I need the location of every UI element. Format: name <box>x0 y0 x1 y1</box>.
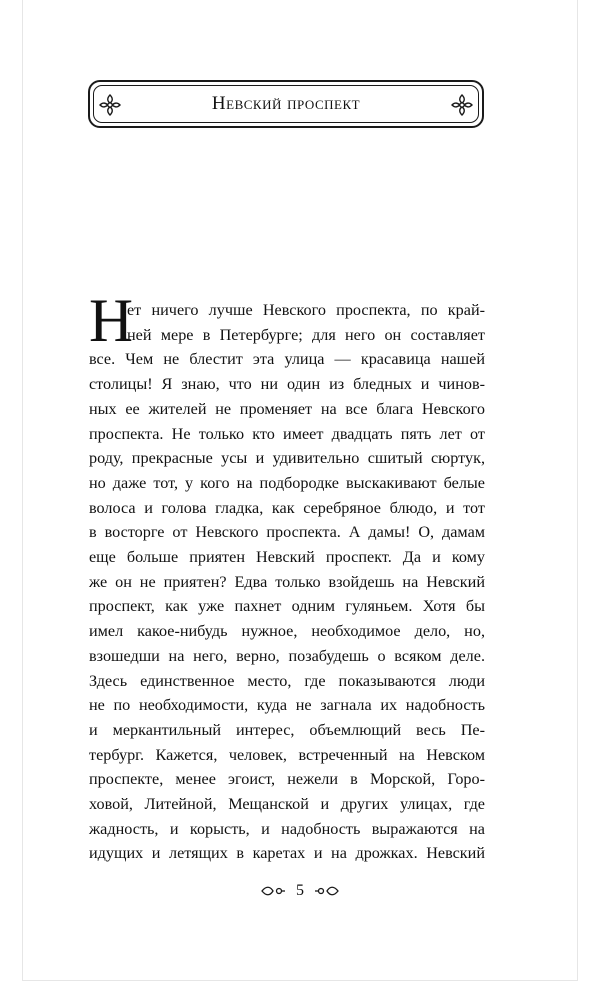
right-ornament-icon <box>450 93 474 117</box>
text-line: ховой, Литейной, Мещанской и других улицах, где <box>89 795 485 814</box>
text-line: еще больше приятен Невский проспект. Да и кому <box>89 548 485 567</box>
text-line: в восторге от Невского проспекта. А дамы! О, дамам <box>89 523 485 542</box>
text-line: ет ничего лучше Невского проспекта, по край- <box>127 301 485 319</box>
text-line: все. Чем не блестит эта улица — красавица нашей <box>89 350 485 369</box>
body-text <box>89 288 485 866</box>
text-line: но даже тот, у кого на подбородке выскакивают белые <box>89 473 485 492</box>
text-line: не по необходимости, куда не загнала их надобность <box>89 696 485 715</box>
text-line: тербург. Кажется, человек, встреченный на Невском <box>89 745 485 764</box>
text-line: ней мере в Петербурге; для него он составляет <box>127 325 485 344</box>
drop-cap: Н <box>89 288 134 355</box>
text-line: волоса и голова гладка, как серебряное блюдо, и тот <box>89 498 485 517</box>
text-line: взошедши на него, верно, позабудешь о всяком деле. <box>89 646 485 665</box>
text-line: столицы! Я знаю, что ни один из бледных и чинов- <box>89 375 485 394</box>
text-line: проспекте, менее эгоист, нежели в Морской, Горо- <box>89 770 485 789</box>
left-footer-ornament-icon <box>260 884 286 898</box>
text-line: роду, прекрасные усы и удивительно сшитый сюртук, <box>89 449 485 468</box>
page-number: 5 <box>296 882 304 899</box>
running-header <box>88 80 484 128</box>
text-line: же он не приятен? Едва только взойдешь на Невский <box>89 572 485 591</box>
text-line: проспект, как уже пахнет одним гуляньем. Хотя бы <box>89 597 485 616</box>
text-line: и меркантильный интерес, объемлющий весь Пе- <box>89 720 485 739</box>
text-line: имел какое-нибудь нужное, необходимое дело, но, <box>89 622 485 641</box>
text-line: проспекта. Не только кто имеет двадцать пять лет от <box>89 424 485 443</box>
right-footer-ornament-icon <box>314 884 340 898</box>
page-footer <box>0 882 600 900</box>
text-line: Здесь единственное место, где показываются люди <box>89 671 485 690</box>
page-title: Невский проспект <box>211 93 361 114</box>
text-line: идущих и летящих в каретах и на дрожках. Невский <box>89 844 485 863</box>
text-line: жадность, и корысть, и надобность выражаются на <box>89 819 485 838</box>
text-line: ных ее жителей не променяет на все блага Невского <box>89 399 485 418</box>
left-ornament-icon <box>98 93 122 117</box>
